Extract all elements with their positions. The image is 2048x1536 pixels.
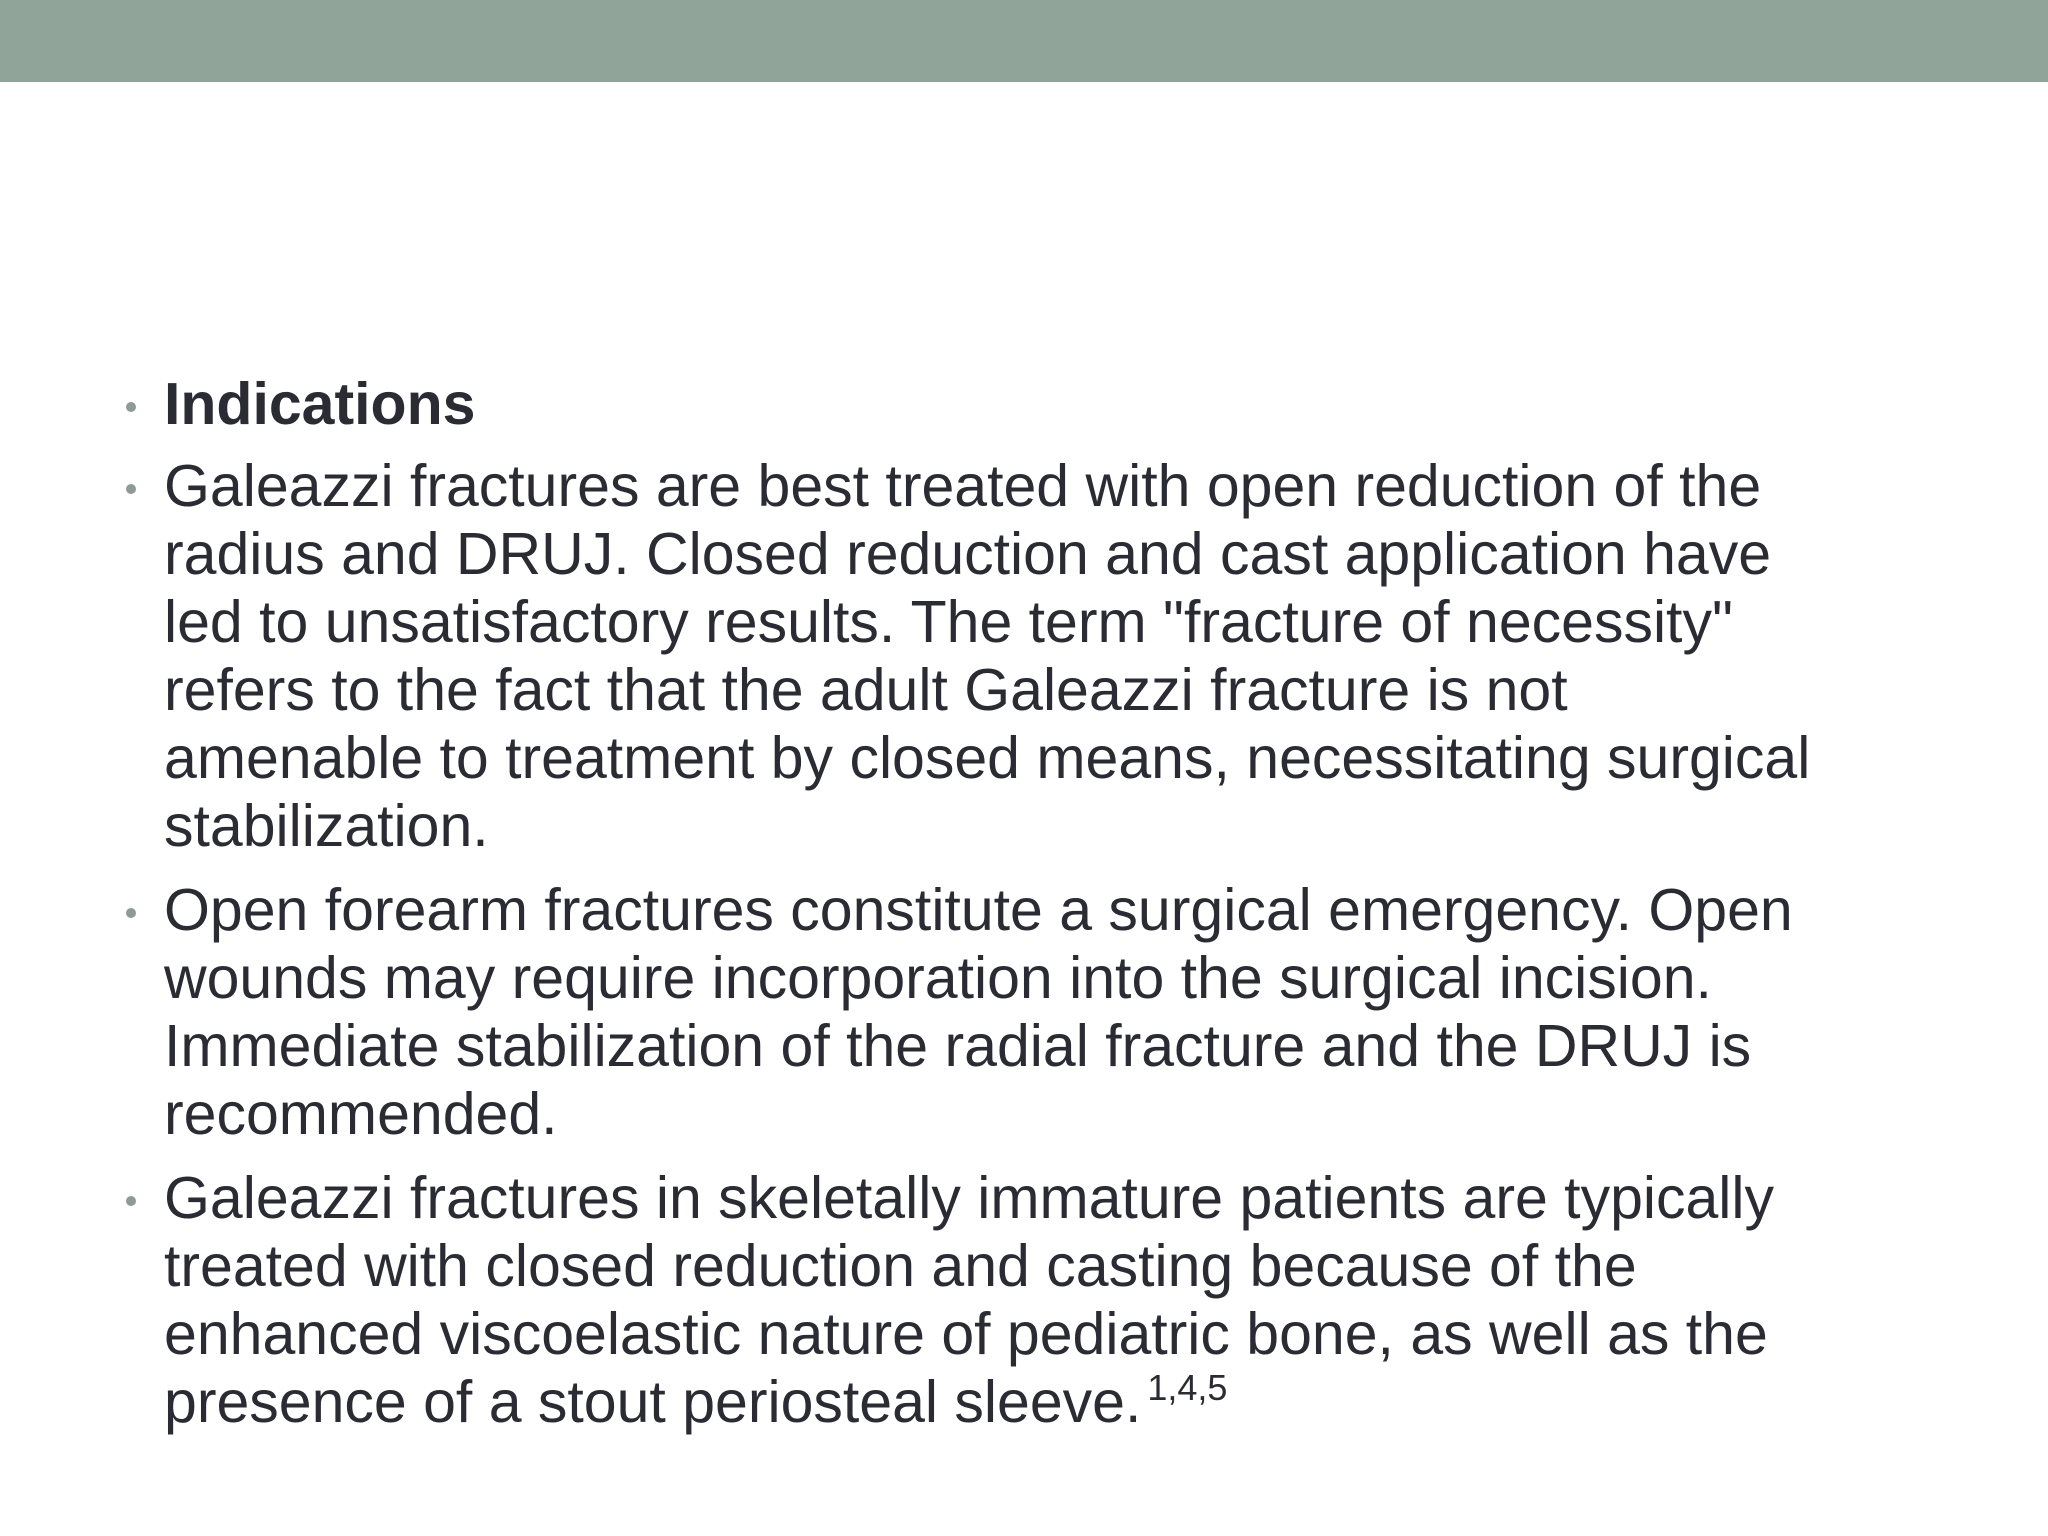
slide-content [0, 370, 2048, 1452]
bullet-line: Galeazzi fractures are best treated with open reduction of the [164, 453, 1762, 519]
bullet-item-open-reduction [0, 452, 1924, 860]
bullet-line-with-references [164, 1368, 1924, 1436]
bullet-line: Galeazzi fractures in skeletally immature patients are typically [164, 1165, 1775, 1231]
bullet-line-text: presence of a stout periosteal sleeve. [164, 1369, 1142, 1435]
bullet-dot-icon [126, 402, 136, 412]
bullet-dot-icon [126, 908, 136, 918]
reference-superscript: 1,4,5 [1147, 1367, 1228, 1408]
bullet-line: treated with closed reduction and casting because of the [164, 1233, 1637, 1299]
bullet-line: led to unsatisfactory results. The term "fracture of necessity" [164, 589, 1733, 655]
bullet-heading [0, 370, 1924, 438]
bullet-line: recommended. [164, 1081, 558, 1147]
bullet-line: refers to the fact that the adult Galeazzi fracture is not [164, 657, 1568, 723]
bullet-line: wounds may require incorporation into the surgical incision. [164, 945, 1712, 1011]
top-header-band [0, 0, 2048, 82]
bullet-dot-icon [126, 1196, 136, 1206]
bullet-line: radius and DRUJ. Closed reduction and cast application have [164, 521, 1772, 587]
bullet-dot-icon [126, 484, 136, 494]
bullet-line: Immediate stabilization of the radial fracture and the DRUJ is [164, 1013, 1752, 1079]
bullet-item-pediatric [0, 1164, 1924, 1436]
bullet-line: Open forearm fractures constitute a surgical emergency. Open [164, 877, 1793, 943]
bullet-item-open-fractures [0, 876, 1924, 1148]
bullet-line: amenable to treatment by closed means, necessitating surgical [164, 725, 1811, 791]
heading-text: Indications [164, 371, 476, 437]
bullet-line: stabilization. [164, 793, 489, 859]
bullet-line: enhanced viscoelastic nature of pediatric bone, as well as the [164, 1301, 1768, 1367]
